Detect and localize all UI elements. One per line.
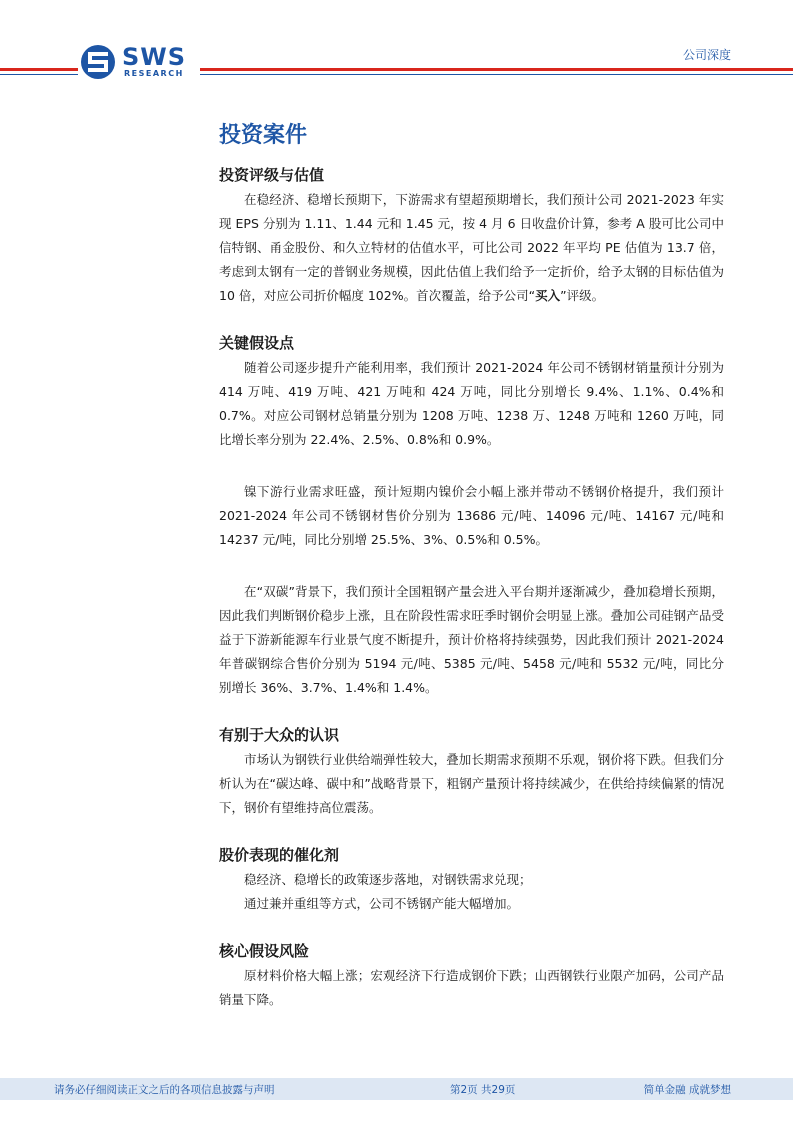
paragraph-risks: 原材料价格大幅上涨；宏观经济下行造成钢价下跌；山西钢铁行业限产加码，公司产品销量下降。 (219, 968, 724, 1007)
paragraph-text: ”评级。 (560, 288, 605, 303)
page-footer (0, 1078, 793, 1100)
paragraph-rating (219, 188, 724, 308)
sws-logo-icon (80, 44, 116, 80)
paragraph-assumption-stainless-price: 镍下游行业需求旺盛，预计短期内镍价会小幅上涨并带动不锈钢价格提升，我们预计 2021-2024 年公司不锈钢材售价分别为 13686 元/吨、14096 元/吨、14167 元/吨和 14237 元/吨，同比分别增 25.5%、3%、0.5%和 0.5%。 (219, 484, 724, 547)
main-content (219, 118, 724, 1012)
page-header (0, 0, 793, 90)
paragraph-assumption-carbon-price: 在“双碳”背景下，我们预计全国粗钢产量会进入平台期并逐渐减少，叠加稳增长预期，因此我们判断钢价稳步上涨，且在阶段性需求旺季时钢价会明显上涨。叠加公司硅钢产品受益于下游新能源车行业景气度不断提升，预计价格将持续强势，因此我们预计 2021-2024 年普碳钢综合售价分别为 5194 元/吨、5385 元/吨、5458 元/吨和 5532 元/吨，同比分别增长 36%、3.7%、1.4%和 1.4%。 (219, 584, 724, 695)
header-rule-red (0, 68, 78, 71)
footer-slogan: 简单金融 成就梦想 (643, 1084, 731, 1096)
header-rule-red (200, 68, 793, 71)
footer-page-number: 第2页 共29页 (450, 1084, 516, 1096)
doc-type-label: 公司深度 (682, 48, 731, 62)
logo-subtext: RESEARCH (124, 69, 184, 78)
paragraph-differentiated-view: 市场认为钢铁行业供给端弹性较大，叠加长期需求预期不乐观，钢价将下跌。但我们分析认为在“碳达峰、碳中和”战略背景下，粗钢产量预计将持续减少，在供给持续偏紧的情况下，钢价有望维持高位震荡。 (219, 752, 724, 815)
page-title: 投资案件 (219, 123, 308, 148)
section-title-assumptions: 关键假设点 (219, 334, 295, 352)
paragraph-text: 在稳经济、稳增长预期下，下游需求有望超预期增长，我们预计公司 2021-2023 年实现 EPS 分别为 1.11、1.44 元和 1.45 元，按 4 月 6 日收盘价计算，参考 A 股可比公司中信特钢、甬金股份、和久立特材的估值水平，可比公司 2022 年平均 PE 估值为 13.7 倍，考虑到太钢有一定的普钢业务规模，因此估值上我们给予一定折价，给予太钢的目标估值为 10 倍，对应公司折价幅度 102%。首次覆盖，给予公司“ (219, 192, 724, 303)
paragraph-catalyst: 稳经济、稳增长的政策逐步落地，对钢铁需求兑现； (244, 872, 532, 887)
footer-disclaimer: 请务必仔细阅读正文之后的各项信息披露与声明 (54, 1084, 275, 1096)
header-rule-blue (0, 74, 78, 75)
section-title-differentiated-view: 有别于大众的认识 (219, 726, 340, 744)
section-title-catalysts: 股价表现的催化剂 (219, 846, 340, 864)
logo-text: SWS (122, 43, 187, 71)
rating-buy-text: 买入 (535, 288, 561, 303)
header-rule-blue (200, 74, 793, 75)
section-title-rating: 投资评级与估值 (219, 166, 325, 184)
sws-logo (80, 44, 190, 80)
paragraph-catalyst: 通过兼并重组等方式，公司不锈钢产能大幅增加。 (244, 896, 520, 911)
paragraph-assumption-volume: 随着公司逐步提升产能利用率，我们预计 2021-2024 年公司不锈钢材销量预计分别为 414 万吨、419 万吨、421 万吨和 424 万吨，同比分别增长 9.4%、1.1%、0.4%和 0.7%。对应公司钢材总销量分别为 1208 万吨、1238 万、1248 万吨和 1260 万吨，同比增长率分别为 22.4%、2.5%、0.8%和 0.9%。 (219, 360, 724, 447)
section-title-risks: 核心假设风险 (219, 942, 310, 960)
